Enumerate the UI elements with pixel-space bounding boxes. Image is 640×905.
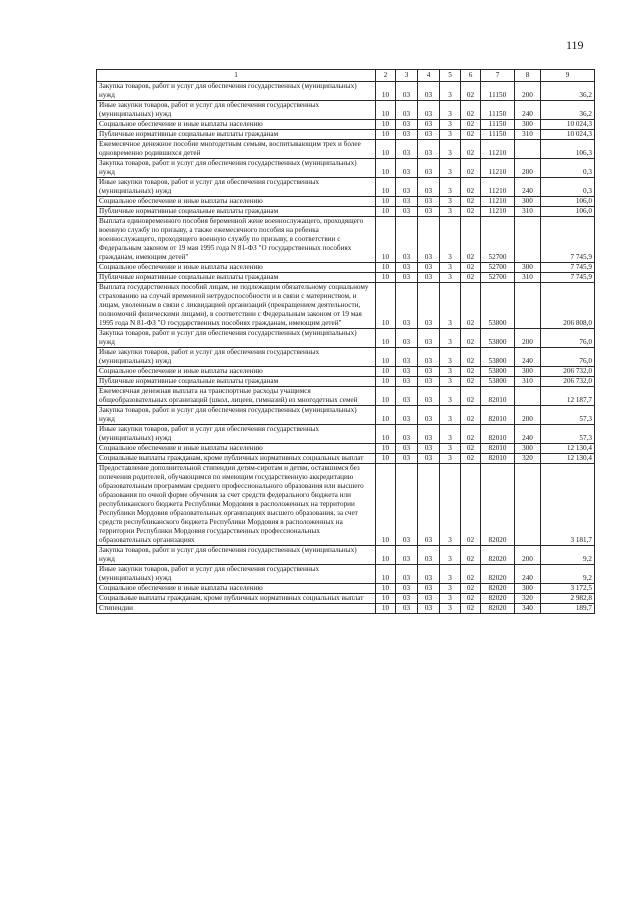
code-subsection-cell: 03: [396, 159, 418, 178]
code-subprogram-cell: 3: [440, 377, 461, 387]
code-subprogram-cell: 3: [440, 140, 461, 159]
code-program-cell: 03: [418, 565, 440, 584]
code-event-cell: 02: [461, 348, 481, 367]
table-row: [97, 101, 595, 120]
code-event-cell: 02: [461, 425, 481, 444]
code-event-cell: 02: [461, 101, 481, 120]
code-expense-type-cell: 310: [515, 377, 541, 387]
code-program-cell: 03: [418, 207, 440, 217]
code-direction-cell: 82020: [481, 594, 515, 604]
code-subprogram-cell: 3: [440, 584, 461, 594]
code-direction-cell: 82010: [481, 454, 515, 464]
code-event-cell: 02: [461, 273, 481, 283]
code-expense-type-cell: 310: [515, 207, 541, 217]
row-description-cell: Социальное обеспечение и иные выплаты населению: [97, 584, 376, 594]
column-header: 5: [440, 70, 461, 82]
amount-cell: 7 745,9: [541, 217, 595, 263]
code-event-cell: 02: [461, 604, 481, 614]
code-section-cell: 10: [376, 178, 396, 197]
column-header: 4: [418, 70, 440, 82]
code-subsection-cell: 03: [396, 406, 418, 425]
code-program-cell: 03: [418, 387, 440, 406]
table-row: [97, 425, 595, 444]
column-header: 7: [481, 70, 515, 82]
code-subprogram-cell: 3: [440, 197, 461, 207]
code-subprogram-cell: 3: [440, 565, 461, 584]
amount-cell: 3 172,5: [541, 584, 595, 594]
code-expense-type-cell: 320: [515, 594, 541, 604]
code-expense-type-cell: 240: [515, 178, 541, 197]
code-section-cell: 10: [376, 387, 396, 406]
amount-cell: 57,3: [541, 425, 595, 444]
row-description-cell: Иные закупки товаров, работ и услуг для обеспечения государственных (муниципальных) нужд: [97, 101, 376, 120]
row-description-cell: Закупка товаров, работ и услуг для обеспечения государственных (муниципальных) нужд: [97, 406, 376, 425]
amount-cell: 206 732,0: [541, 377, 595, 387]
table-row: [97, 387, 595, 406]
code-section-cell: 10: [376, 101, 396, 120]
row-description-cell: Стипендии: [97, 604, 376, 614]
code-subprogram-cell: 3: [440, 348, 461, 367]
code-expense-type-cell: 240: [515, 101, 541, 120]
code-expense-type-cell: [515, 387, 541, 406]
code-subsection-cell: 03: [396, 425, 418, 444]
row-description-cell: Социальное обеспечение и иные выплаты населению: [97, 263, 376, 273]
code-subsection-cell: 03: [396, 178, 418, 197]
code-event-cell: 02: [461, 464, 481, 546]
amount-cell: 9,2: [541, 546, 595, 565]
code-subprogram-cell: 3: [440, 367, 461, 377]
amount-cell: 206 808,0: [541, 283, 595, 329]
budget-table: [96, 69, 595, 614]
code-subprogram-cell: 3: [440, 425, 461, 444]
code-program-cell: 03: [418, 130, 440, 140]
table-row: [97, 546, 595, 565]
code-section-cell: 10: [376, 367, 396, 377]
code-direction-cell: 82010: [481, 406, 515, 425]
table-body: [97, 82, 595, 614]
table-row: [97, 406, 595, 425]
code-program-cell: 03: [418, 217, 440, 263]
code-subprogram-cell: 3: [440, 387, 461, 406]
code-program-cell: 03: [418, 82, 440, 101]
table-row: [97, 217, 595, 263]
code-subprogram-cell: 3: [440, 406, 461, 425]
row-description-cell: Закупка товаров, работ и услуг для обеспечения государственных (муниципальных) нужд: [97, 82, 376, 101]
code-event-cell: 02: [461, 159, 481, 178]
code-program-cell: 03: [418, 120, 440, 130]
code-direction-cell: 11150: [481, 120, 515, 130]
code-expense-type-cell: [515, 283, 541, 329]
code-direction-cell: 82020: [481, 584, 515, 594]
code-subsection-cell: 03: [396, 130, 418, 140]
code-expense-type-cell: 240: [515, 565, 541, 584]
code-expense-type-cell: 240: [515, 425, 541, 444]
table-row: [97, 273, 595, 283]
code-expense-type-cell: 200: [515, 82, 541, 101]
code-section-cell: 10: [376, 120, 396, 130]
code-section-cell: 10: [376, 546, 396, 565]
code-subprogram-cell: 3: [440, 101, 461, 120]
code-subsection-cell: 03: [396, 604, 418, 614]
code-section-cell: 10: [376, 140, 396, 159]
code-subsection-cell: 03: [396, 546, 418, 565]
code-direction-cell: 11150: [481, 101, 515, 120]
code-subsection-cell: 03: [396, 207, 418, 217]
table-row: [97, 130, 595, 140]
code-section-cell: 10: [376, 348, 396, 367]
code-section-cell: 10: [376, 217, 396, 263]
code-subprogram-cell: 3: [440, 130, 461, 140]
code-event-cell: 02: [461, 263, 481, 273]
row-description-cell: Публичные нормативные социальные выплаты гражданам: [97, 377, 376, 387]
code-subprogram-cell: 3: [440, 329, 461, 348]
code-subsection-cell: 03: [396, 584, 418, 594]
code-direction-cell: 53800: [481, 329, 515, 348]
code-program-cell: 03: [418, 604, 440, 614]
amount-cell: 0,3: [541, 178, 595, 197]
code-subprogram-cell: 3: [440, 263, 461, 273]
code-program-cell: 03: [418, 546, 440, 565]
code-section-cell: 10: [376, 283, 396, 329]
code-expense-type-cell: [515, 217, 541, 263]
code-subprogram-cell: 3: [440, 120, 461, 130]
table-header-row: [97, 70, 595, 82]
code-subprogram-cell: 3: [440, 594, 461, 604]
code-direction-cell: 52700: [481, 263, 515, 273]
code-event-cell: 02: [461, 454, 481, 464]
code-subprogram-cell: 3: [440, 444, 461, 454]
column-header: 9: [541, 70, 595, 82]
amount-cell: 57,3: [541, 406, 595, 425]
amount-cell: 0,3: [541, 159, 595, 178]
amount-cell: 12 130,4: [541, 444, 595, 454]
code-subsection-cell: 03: [396, 283, 418, 329]
code-direction-cell: 82020: [481, 546, 515, 565]
row-description-cell: Закупка товаров, работ и услуг для обеспечения государственных (муниципальных) нужд: [97, 546, 376, 565]
amount-cell: 36,2: [541, 82, 595, 101]
code-program-cell: 03: [418, 197, 440, 207]
row-description-cell: Публичные нормативные социальные выплаты гражданам: [97, 207, 376, 217]
code-event-cell: 02: [461, 283, 481, 329]
code-event-cell: 02: [461, 140, 481, 159]
code-expense-type-cell: [515, 140, 541, 159]
table-row: [97, 584, 595, 594]
code-program-cell: 03: [418, 159, 440, 178]
code-subprogram-cell: 3: [440, 604, 461, 614]
code-program-cell: 03: [418, 367, 440, 377]
row-description-cell: Публичные нормативные социальные выплаты гражданам: [97, 130, 376, 140]
code-program-cell: 03: [418, 101, 440, 120]
amount-cell: 76,0: [541, 329, 595, 348]
code-program-cell: 03: [418, 444, 440, 454]
code-subsection-cell: 03: [396, 444, 418, 454]
code-subsection-cell: 03: [396, 377, 418, 387]
row-description-cell: Иные закупки товаров, работ и услуг для обеспечения государственных (муниципальных) нужд: [97, 425, 376, 444]
code-program-cell: 03: [418, 263, 440, 273]
table-row: [97, 178, 595, 197]
code-direction-cell: 11210: [481, 207, 515, 217]
column-header: 1: [97, 70, 376, 82]
code-direction-cell: 52700: [481, 217, 515, 263]
table-row: [97, 283, 595, 329]
table-row: [97, 377, 595, 387]
code-event-cell: 02: [461, 329, 481, 348]
row-description-cell: Социальное обеспечение и иные выплаты населению: [97, 444, 376, 454]
code-program-cell: 03: [418, 464, 440, 546]
code-subsection-cell: 03: [396, 594, 418, 604]
amount-cell: 36,2: [541, 101, 595, 120]
row-description-cell: Закупка товаров, работ и услуг для обеспечения государственных (муниципальных) нужд: [97, 329, 376, 348]
code-event-cell: 02: [461, 387, 481, 406]
code-expense-type-cell: 300: [515, 263, 541, 273]
row-description-cell: Социальное обеспечение и иные выплаты населению: [97, 120, 376, 130]
code-event-cell: 02: [461, 377, 481, 387]
row-description-cell: Социальное обеспечение и иные выплаты населению: [97, 367, 376, 377]
code-program-cell: 03: [418, 178, 440, 197]
code-subprogram-cell: 3: [440, 273, 461, 283]
amount-cell: 10 024,3: [541, 130, 595, 140]
code-expense-type-cell: 200: [515, 329, 541, 348]
code-event-cell: 02: [461, 444, 481, 454]
code-subprogram-cell: 3: [440, 546, 461, 565]
code-direction-cell: 82020: [481, 604, 515, 614]
column-header: 2: [376, 70, 396, 82]
code-subprogram-cell: 3: [440, 159, 461, 178]
row-description-cell: Публичные нормативные социальные выплаты гражданам: [97, 273, 376, 283]
code-direction-cell: 11210: [481, 140, 515, 159]
code-section-cell: 10: [376, 130, 396, 140]
code-program-cell: 03: [418, 454, 440, 464]
code-section-cell: 10: [376, 604, 396, 614]
table-row: [97, 120, 595, 130]
amount-cell: 3 181,7: [541, 464, 595, 546]
code-expense-type-cell: 300: [515, 444, 541, 454]
code-program-cell: 03: [418, 348, 440, 367]
code-expense-type-cell: 300: [515, 584, 541, 594]
amount-cell: 2 982,8: [541, 594, 595, 604]
table-row: [97, 348, 595, 367]
table-row: [97, 464, 595, 546]
code-program-cell: 03: [418, 283, 440, 329]
code-direction-cell: 53800: [481, 283, 515, 329]
code-direction-cell: 11150: [481, 130, 515, 140]
code-direction-cell: 53800: [481, 367, 515, 377]
page-number: 119: [566, 38, 584, 52]
code-expense-type-cell: 300: [515, 367, 541, 377]
code-subsection-cell: 03: [396, 217, 418, 263]
code-section-cell: 10: [376, 197, 396, 207]
row-description-cell: Социальное обеспечение и иные выплаты населению: [97, 197, 376, 207]
code-expense-type-cell: 300: [515, 197, 541, 207]
row-description-cell: Выплата государственных пособий лицам, не подлежащим обязательному социальному страхованию на случай временной нетрудоспособности и в связи с материнством, и лицам, уволенным в связи с ликвидацией организаций (прекращением деятельности, полномочий физическими лицами), в соответствии с Федеральным законом от 19 мая 1995 года N 81-ФЗ "О государственных пособиях гражданам, имеющим детей": [97, 283, 376, 329]
code-subsection-cell: 03: [396, 565, 418, 584]
row-description-cell: Выплата единовременного пособия беременной жене военнослужащего, проходящего военную службу по призыву, а также ежемесячного пособия на ребенка военнослужащего, проходящего военную службу по призыву, в соответствии с Федеральным законом от 19 мая 1995 года N 81-ФЗ "О государственных пособиях гражданам, имеющим детей": [97, 217, 376, 263]
amount-cell: 189,7: [541, 604, 595, 614]
column-header: 8: [515, 70, 541, 82]
row-description-cell: Социальные выплаты гражданам, кроме публичных нормативных социальных выплат: [97, 594, 376, 604]
row-description-cell: Ежемесячная денежная выплата на транспортные расходы учащимся общеобразовательных организаций (школ, лицеев, гимназий) из многодетных семей: [97, 387, 376, 406]
code-subprogram-cell: 3: [440, 283, 461, 329]
code-event-cell: 02: [461, 594, 481, 604]
code-direction-cell: 82020: [481, 464, 515, 546]
code-expense-type-cell: 200: [515, 406, 541, 425]
code-direction-cell: 53800: [481, 377, 515, 387]
code-subsection-cell: 03: [396, 273, 418, 283]
amount-cell: 206 732,0: [541, 367, 595, 377]
code-expense-type-cell: 310: [515, 273, 541, 283]
code-subsection-cell: 03: [396, 120, 418, 130]
code-subsection-cell: 03: [396, 263, 418, 273]
amount-cell: 12 130,4: [541, 454, 595, 464]
code-event-cell: 02: [461, 546, 481, 565]
code-program-cell: 03: [418, 584, 440, 594]
row-description-cell: Иные закупки товаров, работ и услуг для обеспечения государственных (муниципальных) нужд: [97, 178, 376, 197]
code-section-cell: 10: [376, 406, 396, 425]
code-event-cell: 02: [461, 367, 481, 377]
table-row: [97, 444, 595, 454]
row-description-cell: Иные закупки товаров, работ и услуг для обеспечения государственных (муниципальных) нужд: [97, 348, 376, 367]
table-row: [97, 207, 595, 217]
code-subprogram-cell: 3: [440, 454, 461, 464]
code-section-cell: 10: [376, 82, 396, 101]
code-section-cell: 10: [376, 444, 396, 454]
code-program-cell: 03: [418, 140, 440, 159]
code-section-cell: 10: [376, 263, 396, 273]
code-event-cell: 02: [461, 565, 481, 584]
code-direction-cell: 11210: [481, 178, 515, 197]
code-section-cell: 10: [376, 273, 396, 283]
code-expense-type-cell: [515, 464, 541, 546]
code-section-cell: 10: [376, 425, 396, 444]
table-row: [97, 594, 595, 604]
code-subsection-cell: 03: [396, 101, 418, 120]
code-expense-type-cell: 320: [515, 454, 541, 464]
table-row: [97, 197, 595, 207]
table-row: [97, 263, 595, 273]
code-expense-type-cell: 300: [515, 120, 541, 130]
code-event-cell: 02: [461, 217, 481, 263]
code-subsection-cell: 03: [396, 367, 418, 377]
row-description-cell: Закупка товаров, работ и услуг для обеспечения государственных (муниципальных) нужд: [97, 159, 376, 178]
code-expense-type-cell: 200: [515, 159, 541, 178]
amount-cell: 76,0: [541, 348, 595, 367]
code-event-cell: 02: [461, 120, 481, 130]
code-direction-cell: 82010: [481, 444, 515, 454]
code-event-cell: 02: [461, 197, 481, 207]
code-section-cell: 10: [376, 454, 396, 464]
table-row: [97, 159, 595, 178]
code-program-cell: 03: [418, 594, 440, 604]
code-section-cell: 10: [376, 594, 396, 604]
amount-cell: 7 745,9: [541, 263, 595, 273]
row-description-cell: Социальные выплаты гражданам, кроме публичных нормативных социальных выплат: [97, 454, 376, 464]
code-direction-cell: 82020: [481, 565, 515, 584]
amount-cell: 106,3: [541, 140, 595, 159]
code-subsection-cell: 03: [396, 197, 418, 207]
code-direction-cell: 11210: [481, 197, 515, 207]
code-expense-type-cell: 200: [515, 546, 541, 565]
table-row: [97, 565, 595, 584]
table-row: [97, 82, 595, 101]
code-direction-cell: 11150: [481, 82, 515, 101]
code-section-cell: 10: [376, 207, 396, 217]
code-subsection-cell: 03: [396, 329, 418, 348]
code-subsection-cell: 03: [396, 454, 418, 464]
column-header: 6: [461, 70, 481, 82]
amount-cell: 7 745,9: [541, 273, 595, 283]
code-subsection-cell: 03: [396, 140, 418, 159]
code-direction-cell: 82010: [481, 425, 515, 444]
code-section-cell: 10: [376, 329, 396, 348]
code-event-cell: 02: [461, 130, 481, 140]
table-row: [97, 367, 595, 377]
row-description-cell: Иные закупки товаров, работ и услуг для обеспечения государственных (муниципальных) нужд: [97, 565, 376, 584]
code-subsection-cell: 03: [396, 464, 418, 546]
code-subsection-cell: 03: [396, 82, 418, 101]
code-program-cell: 03: [418, 406, 440, 425]
code-subsection-cell: 03: [396, 387, 418, 406]
code-event-cell: 02: [461, 406, 481, 425]
row-description-cell: Ежемесячное денежное пособие многодетным семьям, воспитывающим трех и более одновременно родившихся детей: [97, 140, 376, 159]
code-event-cell: 02: [461, 178, 481, 197]
amount-cell: 10 024,3: [541, 120, 595, 130]
code-event-cell: 02: [461, 82, 481, 101]
code-subprogram-cell: 3: [440, 82, 461, 101]
code-subprogram-cell: 3: [440, 207, 461, 217]
amount-cell: 106,0: [541, 207, 595, 217]
code-section-cell: 10: [376, 377, 396, 387]
code-event-cell: 02: [461, 207, 481, 217]
code-direction-cell: 52700: [481, 273, 515, 283]
code-subprogram-cell: 3: [440, 464, 461, 546]
amount-cell: 9,2: [541, 565, 595, 584]
code-program-cell: 03: [418, 329, 440, 348]
code-direction-cell: 82010: [481, 387, 515, 406]
code-subprogram-cell: 3: [440, 178, 461, 197]
code-program-cell: 03: [418, 377, 440, 387]
code-direction-cell: 11210: [481, 159, 515, 178]
amount-cell: 106,0: [541, 197, 595, 207]
amount-cell: 12 187,7: [541, 387, 595, 406]
code-section-cell: 10: [376, 584, 396, 594]
table-row: [97, 454, 595, 464]
code-section-cell: 10: [376, 159, 396, 178]
table-row: [97, 604, 595, 614]
code-section-cell: 10: [376, 565, 396, 584]
code-program-cell: 03: [418, 425, 440, 444]
code-expense-type-cell: 240: [515, 348, 541, 367]
row-description-cell: Предоставление дополнительной стипендии детям-сиротам и детям, оставшимся без попечения родителей, обучающимся по имеющим государственную аккредитацию образовательным программам среднего профессионального образования или высшего образования по очной форме обучения за счет средств федерального бюджета или республиканского бюджета Республики Мордовия в расположенных на территории Республики Мордовия образовательных организациях высшего образования, за счет средств республиканского бюджета Республики Мордовия в расположенных на территории Республики Мордовия государственных профессиональных образовательных организациях: [97, 464, 376, 546]
code-program-cell: 03: [418, 273, 440, 283]
code-direction-cell: 53800: [481, 348, 515, 367]
code-subsection-cell: 03: [396, 348, 418, 367]
code-section-cell: 10: [376, 464, 396, 546]
code-event-cell: 02: [461, 584, 481, 594]
column-header: 3: [396, 70, 418, 82]
code-expense-type-cell: 310: [515, 130, 541, 140]
table-row: [97, 329, 595, 348]
code-subprogram-cell: 3: [440, 217, 461, 263]
code-expense-type-cell: 340: [515, 604, 541, 614]
table-row: [97, 140, 595, 159]
